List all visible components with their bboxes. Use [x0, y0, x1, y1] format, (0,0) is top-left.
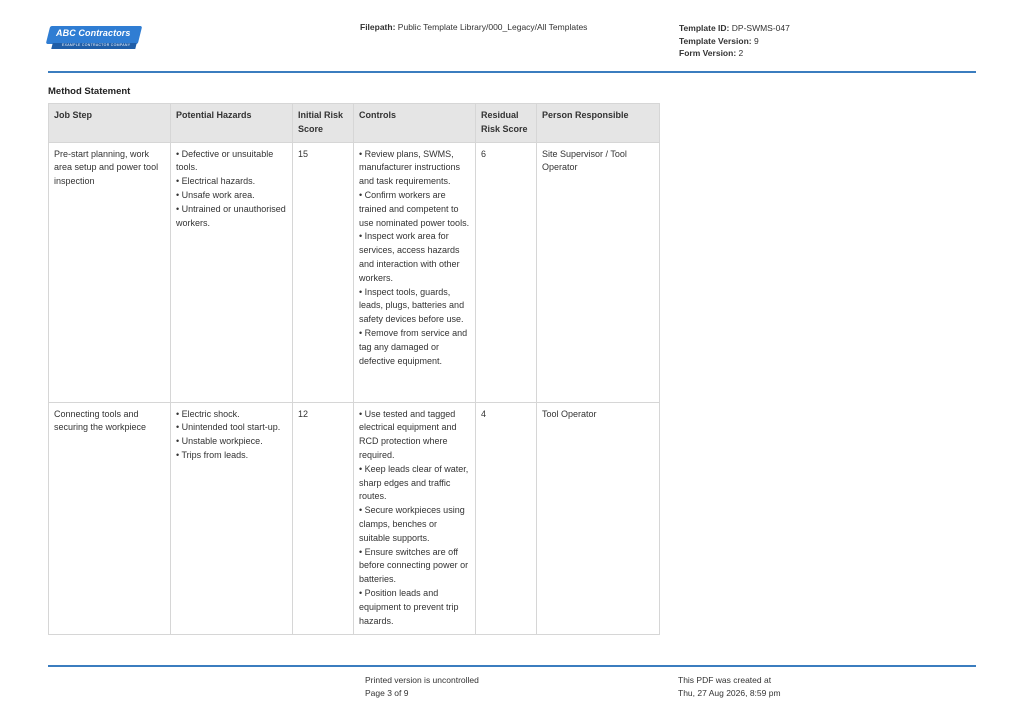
- filepath: [360, 22, 587, 32]
- cell-controls: [354, 142, 476, 402]
- section-title: Method Statement: [48, 86, 131, 97]
- cell-residual-risk: 4: [476, 402, 537, 634]
- cell-person-responsible: Site Supervisor / Tool Operator: [537, 142, 660, 402]
- control-item: • Keep leads clear of water, sharp edges and traffic routes.: [359, 463, 469, 502]
- cell-hazards: [171, 142, 293, 402]
- template-version-value: 9: [753, 35, 759, 46]
- hazard-item: • Defective or unsuitable tools.: [176, 148, 274, 173]
- control-item: • Use tested and tagged electrical equipment and RCD protection where required.: [359, 408, 457, 460]
- table-header-row: [49, 104, 660, 143]
- cell-job-step: Pre-start planning, work area setup and power tool inspection: [49, 142, 171, 402]
- form-version-value: 2: [738, 48, 744, 58]
- footer-divider: [48, 665, 976, 667]
- table-row: [49, 402, 660, 634]
- control-item: • Ensure switches are off before connecting power or batteries.: [359, 546, 469, 585]
- hazard-item: • Unintended tool start-up.: [176, 422, 281, 433]
- logo-name: ABC Contractors: [56, 28, 131, 38]
- cell-job-step: Connecting tools and securing the workpiece: [49, 402, 171, 634]
- footer-page-info: [365, 674, 479, 699]
- uncontrolled-notice: Printed version is uncontrolled: [365, 675, 479, 685]
- template-id-label: Template ID:: [679, 23, 730, 33]
- hazard-item: • Electrical hazards.: [176, 176, 256, 187]
- control-item: • Confirm workers are trained and competent to use nominated power tools.: [359, 189, 470, 228]
- filepath-value: Public Template Library/000_Legacy/All Templates: [397, 22, 588, 32]
- col-header-controls: Controls: [354, 104, 476, 143]
- col-header-job-step: Job Step: [49, 104, 171, 143]
- cell-controls: [354, 402, 476, 634]
- control-item: • Remove from service and tag any damaged or defective equipment.: [359, 327, 468, 366]
- control-item: • Position leads and equipment to prevent trip hazards.: [359, 587, 459, 626]
- control-item: • Secure workpieces using clamps, benches or suitable supports.: [359, 505, 465, 543]
- template-id-value: DP-SWMS-047: [731, 23, 790, 33]
- page-number: Page 3 of 9: [365, 687, 409, 698]
- control-item: • Inspect tools, guards, leads, plugs, batteries and safety devices before use.: [359, 286, 465, 325]
- logo-tagline: EXAMPLE CONTRACTOR COMPANY: [62, 43, 131, 47]
- template-meta: [679, 22, 790, 60]
- template-version-label: Template Version:: [679, 35, 752, 46]
- created-timestamp: Thu, 27 Aug 2026, 8:59 pm: [678, 687, 781, 698]
- control-item: • Inspect work area for services, access hazards and interaction with other workers.: [359, 231, 460, 283]
- control-item: • Review plans, SWMS, manufacturer instructions and task requirements.: [359, 148, 461, 187]
- header-divider: [48, 71, 976, 73]
- cell-residual-risk: 6: [476, 142, 537, 402]
- page-header: [48, 0, 976, 72]
- filepath-label: Filepath:: [360, 22, 396, 32]
- hazard-item: • Electric shock.: [176, 408, 240, 419]
- table-row: [49, 142, 660, 402]
- hazard-item: • Trips from leads.: [176, 449, 249, 460]
- col-header-initial-risk: Initial Risk Score: [293, 104, 354, 143]
- col-header-potential-hazards: Potential Hazards: [171, 104, 293, 143]
- col-header-residual-risk: Residual Risk Score: [476, 104, 537, 143]
- company-logo: [48, 26, 140, 50]
- hazard-item: • Untrained or unauthorised workers.: [176, 203, 286, 228]
- footer-created-info: [678, 674, 781, 699]
- hazard-item: • Unsafe work area.: [176, 189, 255, 200]
- cell-hazards: [171, 402, 293, 634]
- cell-initial-risk: 15: [293, 142, 354, 402]
- col-header-person-responsible: Person Responsible: [537, 104, 660, 143]
- form-version-label: Form Version:: [679, 48, 737, 58]
- cell-initial-risk: 12: [293, 402, 354, 634]
- method-statement-table: [48, 103, 660, 635]
- hazard-item: • Unstable workpiece.: [176, 436, 263, 447]
- cell-person-responsible: Tool Operator: [537, 402, 660, 634]
- created-label: This PDF was created at: [678, 675, 772, 685]
